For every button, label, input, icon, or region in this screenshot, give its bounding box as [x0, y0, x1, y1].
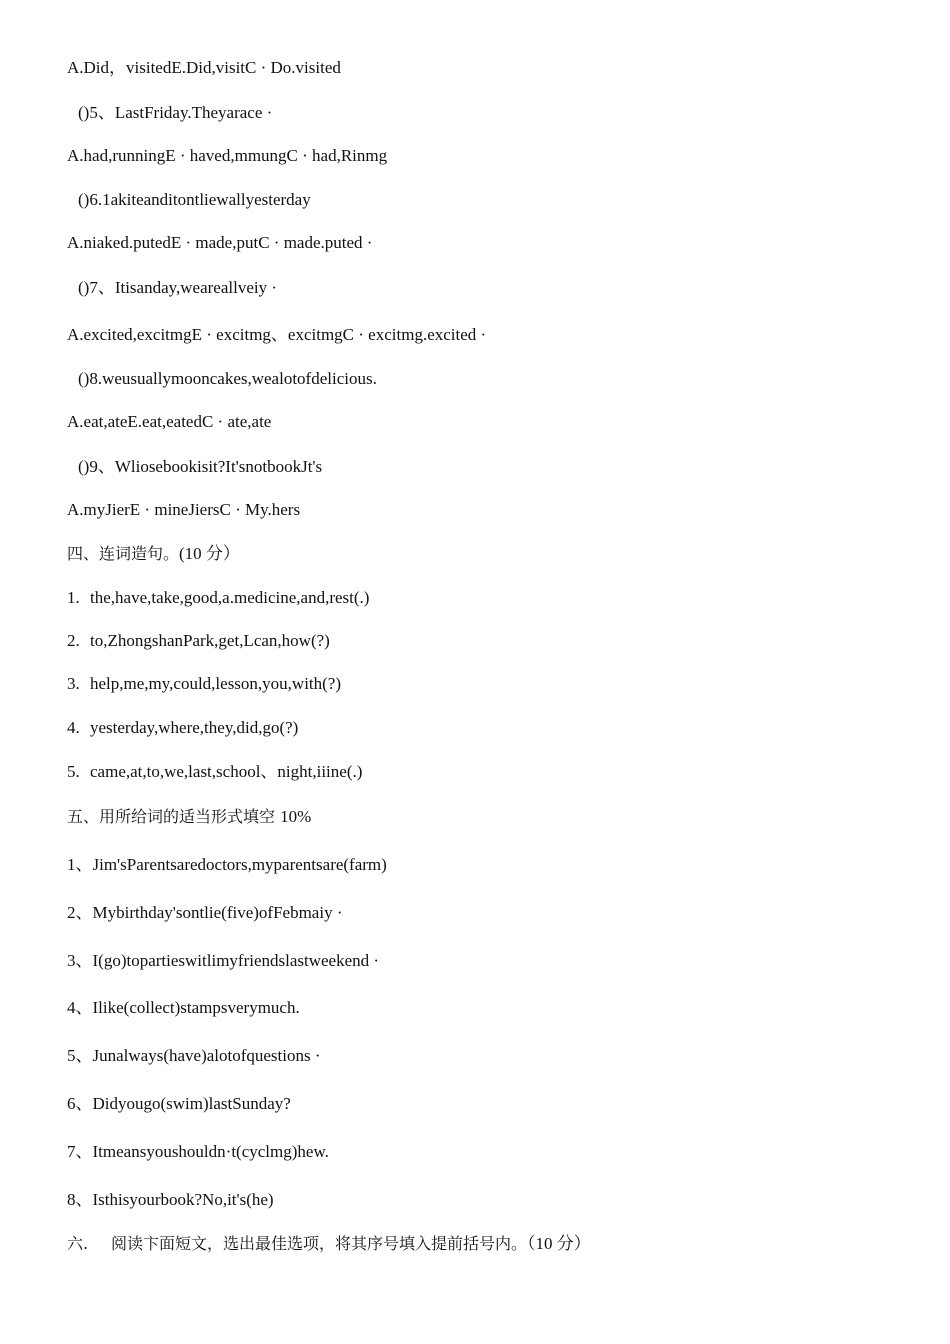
fill-item-4: 4、Ilike(collect)stampsverymuch. — [67, 998, 300, 1017]
sentence-item-3 — [67, 673, 341, 695]
section-6-title: 阅读卞面短文，选出最佳选项，将其序号填入提前括号内。 — [111, 1234, 528, 1253]
option-line-6: A.niaked.putedE · made,putC · made.puted · — [67, 233, 373, 252]
item-number: 5. — [67, 762, 80, 781]
section-6-heading — [67, 1233, 591, 1255]
item-number: 4. — [67, 718, 80, 737]
section-4-title: 四、连词造句。 — [67, 544, 180, 563]
option-line-4: A.Did，visitedE.Did,visitC · Do.visited — [67, 58, 341, 77]
fill-item-7: 7、Itmeansyoushouldn·t(cyclmg)hew. — [67, 1142, 329, 1161]
item-text: help,me,my,could,lesson,you,with(?) — [90, 674, 342, 693]
section-5-points: 10% — [280, 807, 312, 826]
question-7: ()7、Itisanday,weareallveiy · — [78, 278, 278, 297]
item-number: 1. — [67, 588, 80, 607]
question-8: ()8.weusuallymooncakes,wealotofdelicious. — [78, 369, 377, 388]
sentence-item-5 — [67, 761, 362, 783]
item-number: 3. — [67, 674, 80, 693]
item-text: the,have,take,good,a.medicine,and,rest(.) — [90, 588, 370, 607]
section-6-label: 六. — [67, 1234, 89, 1253]
option-line-5: A.had,runningE · haved,mmungC · had,Rinmg — [67, 146, 388, 165]
fill-item-2: 2、Mybirthday'sontlie(five)ofFebmaiy · — [67, 903, 343, 922]
question-9: ()9、Wliosebookisit?It'snotbookJt's — [78, 457, 323, 476]
sentence-item-2 — [67, 630, 330, 652]
section-6-points: （10 分） — [527, 1234, 591, 1253]
fill-item-8: 8、Isthisyourbook?No,it's(he) — [67, 1190, 274, 1209]
sentence-item-4 — [67, 717, 298, 739]
fill-item-5: 5、Junalways(have)alotofquestions · — [67, 1046, 321, 1065]
option-line-8: A.eat,ateE.eat,eatedC · ate,ate — [67, 412, 272, 431]
option-line-7: A.excited,excitmgE · excitmg、excitmgC · excitmg.excited · — [67, 325, 487, 344]
section-4-points: (10 分） — [179, 544, 240, 563]
section-5-heading — [67, 806, 311, 828]
fill-item-6: 6、Didyougo(swim)lastSunday? — [67, 1094, 291, 1113]
item-text: came,at,to,we,last,school、night,iiine(.) — [90, 762, 363, 781]
sentence-item-1 — [67, 587, 369, 609]
question-6: ()6.1akiteanditontliewallyesterday — [78, 190, 311, 209]
fill-item-1: 1、Jim'sParentsaredoctors,myparentsare(farm) — [67, 855, 387, 874]
item-number: 2. — [67, 631, 80, 650]
question-5: ()5、LastFriday.Theyarace · — [78, 103, 273, 122]
fill-item-3: 3、I(go)topartieswitlimyfriendslastweekend · — [67, 951, 380, 970]
option-line-9: A.myJierE · mineJiersC · My.hers — [67, 500, 301, 519]
section-4-heading — [67, 543, 240, 565]
item-text: to,ZhongshanPark,get,Lcan,how(?) — [90, 631, 330, 650]
item-text: yesterday,where,they,did,go(?) — [90, 718, 299, 737]
section-5-title: 五、用所给词的适当形式填空 — [67, 807, 276, 826]
